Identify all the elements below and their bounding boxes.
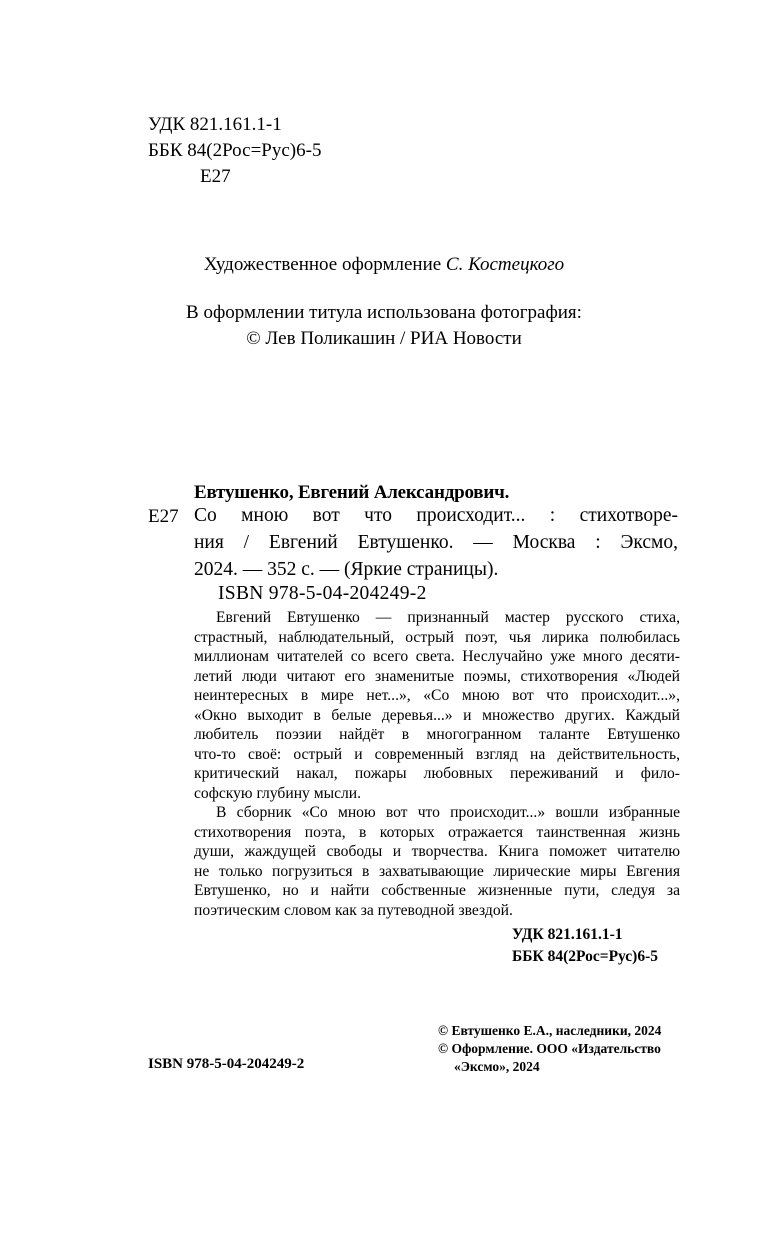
photo-credit <box>0 300 768 352</box>
annotation-line: критический накал, пожары любовных переживаний и фило- <box>194 765 680 782</box>
bibliographic-description <box>194 502 678 583</box>
copyright-block <box>438 1022 661 1076</box>
annotation-line: В сборник «Со мною вот что происходит...» вошли избранные <box>216 804 680 821</box>
udk-code-bottom: УДК 821.161.1-1 <box>512 926 623 943</box>
annotation <box>194 608 680 920</box>
copyright-design-cont: «Эксмо», 2024 <box>454 1059 540 1074</box>
annotation-line: летий люди читают его знаменитые поэмы, стихотворения «Людей <box>194 667 680 685</box>
annotation-line: миллионам читателей со всего света. Неслучайно уже много десяти- <box>194 648 680 665</box>
bibliographic-line: ния / Евгений Евтушенко. — Москва : Эксмо, <box>194 532 678 553</box>
annotation-line: «Окно выходит в белые деревья...» и множество других. Каждый <box>194 706 680 724</box>
copyright-design: © Оформление. ООО «Издательство <box>438 1041 661 1056</box>
design-credit-prefix: Художественное оформление <box>203 254 442 275</box>
design-credit <box>0 252 768 278</box>
photo-credit-line-1: В оформлении титула использована фотография: <box>186 302 582 323</box>
annotation-line: души, жаждущей свободы и творчества. Книга поможет читателю <box>194 843 680 860</box>
bibliographic-line: 2024. — 352 с. — (Яркие страницы). <box>194 559 499 580</box>
copyright-author: © Евтушенко Е.А., наследники, 2024 <box>438 1023 662 1038</box>
bibliographic-line: Со мною вот что происходит... : стихотворе- <box>194 505 678 526</box>
annotation-line: любитель поэзии найдёт в многогранном таланте Евтушенко <box>194 726 680 743</box>
bibliographic-author-mark: Е27 <box>148 506 179 527</box>
author-mark: Е27 <box>200 166 231 187</box>
designer-name: С. Костецкого <box>445 254 565 275</box>
annotation-line: неинтересных в мире нет...», «Со мною вот что происходит...», <box>194 687 680 704</box>
annotation-line: Евтушенко, но и найти собственные жизненные пути, следуя за <box>194 882 680 899</box>
isbn-bottom: ISBN 978-5-04-204249-2 <box>148 1056 305 1072</box>
annotation-line: не только погрузиться в захватывающие лирические миры Евгения <box>194 862 680 880</box>
bbk-code-bottom: ББК 84(2Рос=Рус)6-5 <box>512 948 659 965</box>
annotation-line: страстный, наблюдательный, острый поэт, чья лирика полюбилась <box>194 628 680 646</box>
bibliographic-author: Евтушенко, Евгений Александрович. <box>194 482 510 503</box>
annotation-line: что-то своё: острый и современный взгляд на действительность, <box>194 745 680 763</box>
bbk-code: ББК 84(2Рос=Рус)6-5 <box>148 140 322 161</box>
isbn: ISBN 978-5-04-204249-2 <box>218 583 427 604</box>
bottom-classification <box>512 924 658 968</box>
annotation-line: Евгений Евтушенко — признанный мастер русского стиха, <box>216 609 680 626</box>
classification-block <box>148 112 321 190</box>
annotation-line: софскую глубину мысли. <box>194 784 362 802</box>
udk-code: УДК 821.161.1-1 <box>148 114 282 135</box>
annotation-line: поэтическим словом как за путеводной звездой. <box>194 901 513 919</box>
photo-credit-line-2: © Лев Поликашин / РИА Новости <box>246 328 522 349</box>
annotation-line: стихотворения поэта, в которых отражается таинственная жизнь <box>194 823 680 841</box>
